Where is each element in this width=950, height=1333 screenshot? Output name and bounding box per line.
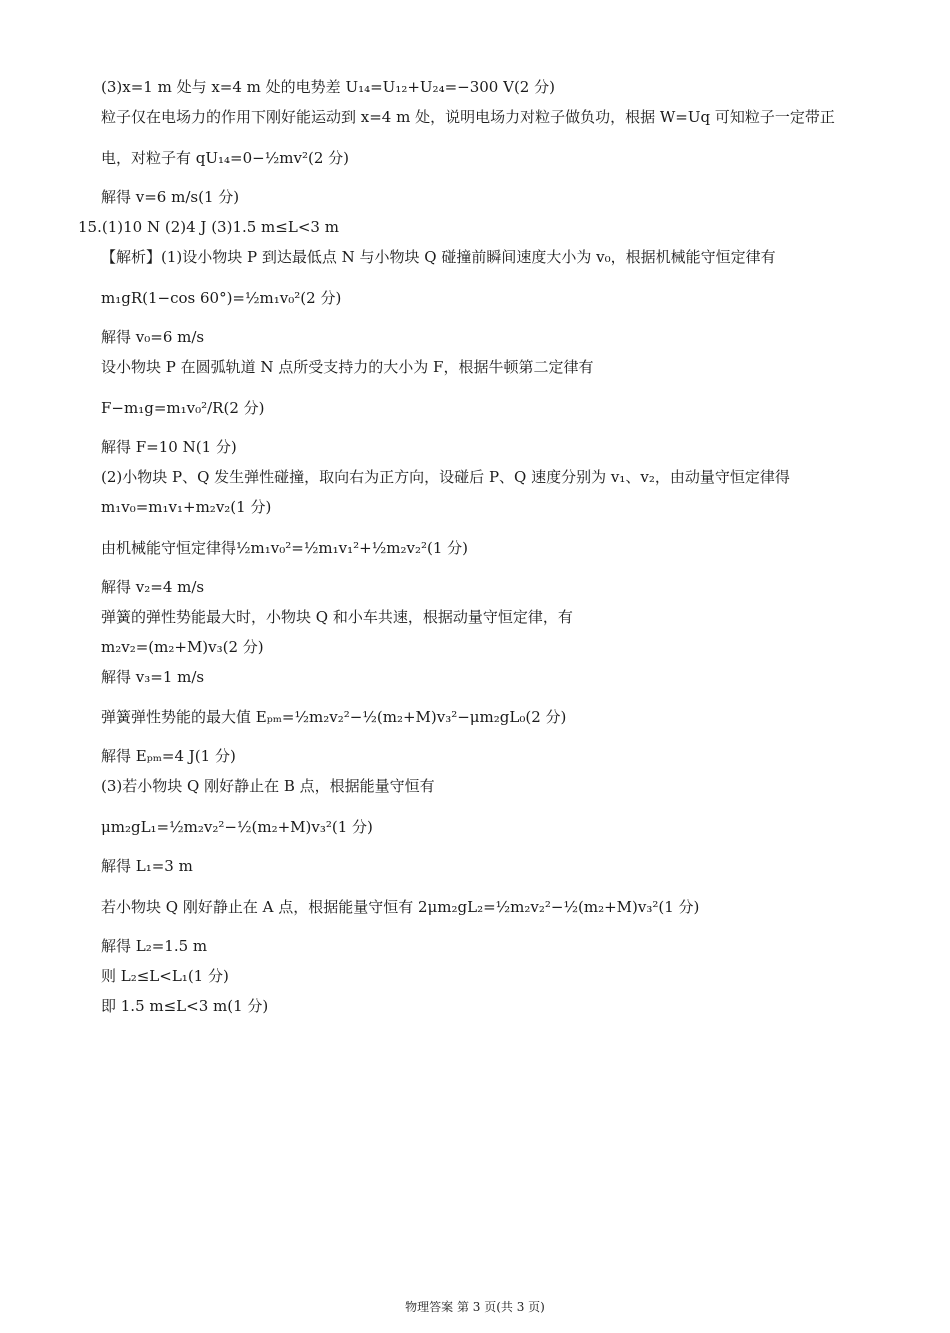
text-line: 【解析】(1)设小物块 P 到达最低点 N 与小物块 Q 碰撞前瞬间速度大小为 v₀，根据机械能守恒定律有	[101, 248, 776, 266]
equation-line: m₁gR(1−cos 60°)=½m₁v₀²(2 分)	[101, 289, 342, 307]
equation-line: μm₂gL₁=½m₂v₂²−½(m₂+M)v₃²(1 分)	[101, 818, 373, 836]
text-line: 解得 v₃=1 m/s	[101, 668, 205, 686]
text-line: 解得 L₂=1.5 m	[101, 937, 208, 955]
equation-line: 由机械能守恒定律得½m₁v₀²=½m₁v₁²+½m₂v₂²(1 分)	[101, 539, 468, 557]
text-line: 弹簧的弹性势能最大时，小物块 Q 和小车共速，根据动量守恒定律，有	[101, 608, 573, 626]
text-line: 即 1.5 m≤L<3 m(1 分)	[101, 997, 269, 1015]
text-line: 解得 v₀=6 m/s	[101, 328, 205, 346]
page-footer: 物理答案 第 3 页(共 3 页)	[405, 1300, 545, 1314]
text-line: 解得 L₁=3 m	[101, 857, 193, 875]
text-line: 电，对粒子有 qU₁₄=0−½mv²(2 分)	[101, 149, 349, 167]
text-line: (3)x=1 m 处与 x=4 m 处的电势差 U₁₄=U₁₂+U₂₄=−300 V(2 分)	[101, 78, 555, 96]
equation-line: m₁v₀=m₁v₁+m₂v₂(1 分)	[101, 498, 272, 516]
text-line: 解得 v₂=4 m/s	[101, 578, 205, 596]
equation-line: 弹簧弹性势能的最大值 Eₚₘ=½m₂v₂²−½(m₂+M)v₃²−μm₂gL₀(2 分)	[101, 708, 567, 726]
text-line: 则 L₂≤L<L₁(1 分)	[101, 967, 229, 985]
equation-line: m₂v₂=(m₂+M)v₃(2 分)	[101, 638, 264, 656]
question-answer-line: 15.(1)10 N (2)4 J (3)1.5 m≤L<3 m	[78, 218, 339, 236]
text-line: 若小物块 Q 刚好静止在 A 点，根据能量守恒有 2μm₂gL₂=½m₂v₂²−½(m₂+M)v₃²(1 分)	[101, 898, 700, 916]
text-line: 解得 v=6 m/s(1 分)	[101, 188, 240, 206]
text-line: (3)若小物块 Q 刚好静止在 B 点，根据能量守恒有	[101, 777, 435, 795]
text-line: 解得 F=10 N(1 分)	[101, 438, 237, 456]
text-line: 解得 Eₚₘ=4 J(1 分)	[101, 747, 236, 765]
text-line: 粒子仅在电场力的作用下刚好能运动到 x=4 m 处，说明电场力对粒子做负功，根据 W=Uq 可知粒子一定带正	[101, 108, 835, 126]
text-line: 设小物块 P 在圆弧轨道 N 点所受支持力的大小为 F，根据牛顿第二定律有	[101, 358, 594, 376]
equation-line: F−m₁g=m₁v₀²/R(2 分)	[101, 399, 265, 417]
text-line: (2)小物块 P、Q 发生弹性碰撞，取向右为正方向，设碰后 P、Q 速度分别为 v₁、v₂，由动量守恒定律得	[101, 468, 790, 486]
